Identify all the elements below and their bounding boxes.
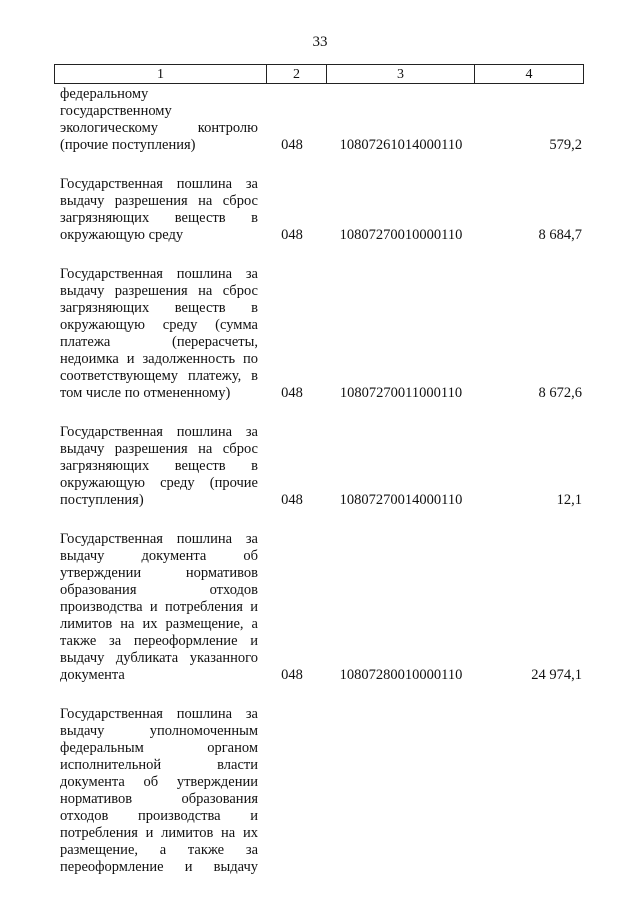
row-name: федеральному государственному экологическому контролю (прочие поступления): [60, 86, 258, 153]
page-number: 33: [312, 34, 328, 50]
column-header-4: 4: [525, 66, 533, 82]
row-kbk: 10807270010000110: [339, 227, 463, 243]
table-row: [54, 424, 584, 509]
row-kbk: 10807280010000110: [339, 667, 463, 683]
row-value: 579,2: [549, 137, 582, 153]
row-name: Государственная пошлина за выдачу уполномоченным федеральным органом исполнительной власти документа об утверждении нормативов образования отходов производства и потребления и лимитов на их размещение, а также за переоформление и выдачу: [60, 706, 258, 875]
row-value: 12,1: [556, 492, 582, 508]
table-row: [54, 531, 584, 684]
row-name: Государственная пошлина за выдачу разрешения на сброс загрязняющих веществ в окружающую среду (прочие поступления): [60, 424, 258, 508]
row-name: Государственная пошлина за выдачу разрешения на сброс загрязняющих веществ в окружающую среду: [60, 176, 258, 243]
row-name: Государственная пошлина за выдачу документа об утверждении нормативов образования отходов производства и потребления и лимитов на их размещение, а также за переоформление и выдачу дубликата указанного документа: [60, 531, 258, 683]
table-row: [54, 266, 584, 402]
column-header-3: 3: [327, 65, 475, 83]
row-kbk: 10807270014000110: [339, 492, 463, 508]
row-name: Государственная пошлина за выдачу разрешения на сброс загрязняющих веществ в окружающую среду (сумма платежа (перерасчеты, недоимка и задолженность по соответствующему платежу, в том числе по отмененному): [60, 266, 258, 401]
table-body: [54, 86, 584, 897]
row-value: 8 672,6: [538, 385, 582, 401]
row-value: 8 684,7: [538, 227, 582, 243]
row-code: 048: [281, 667, 303, 683]
row-code: 048: [281, 137, 303, 153]
table-row: [54, 706, 584, 876]
row-code: 048: [281, 227, 303, 243]
column-header-1: 1: [55, 65, 267, 83]
column-header-2: 2: [267, 65, 327, 83]
row-code: 048: [281, 385, 303, 401]
table-row: [54, 86, 584, 154]
row-kbk: 10807261014000110: [339, 137, 463, 153]
row-value: 24 974,1: [531, 667, 582, 683]
table-row: [54, 176, 584, 244]
row-code: 048: [281, 492, 303, 508]
row-kbk: 10807270011000110: [339, 385, 463, 401]
table-header-row: [54, 64, 584, 84]
